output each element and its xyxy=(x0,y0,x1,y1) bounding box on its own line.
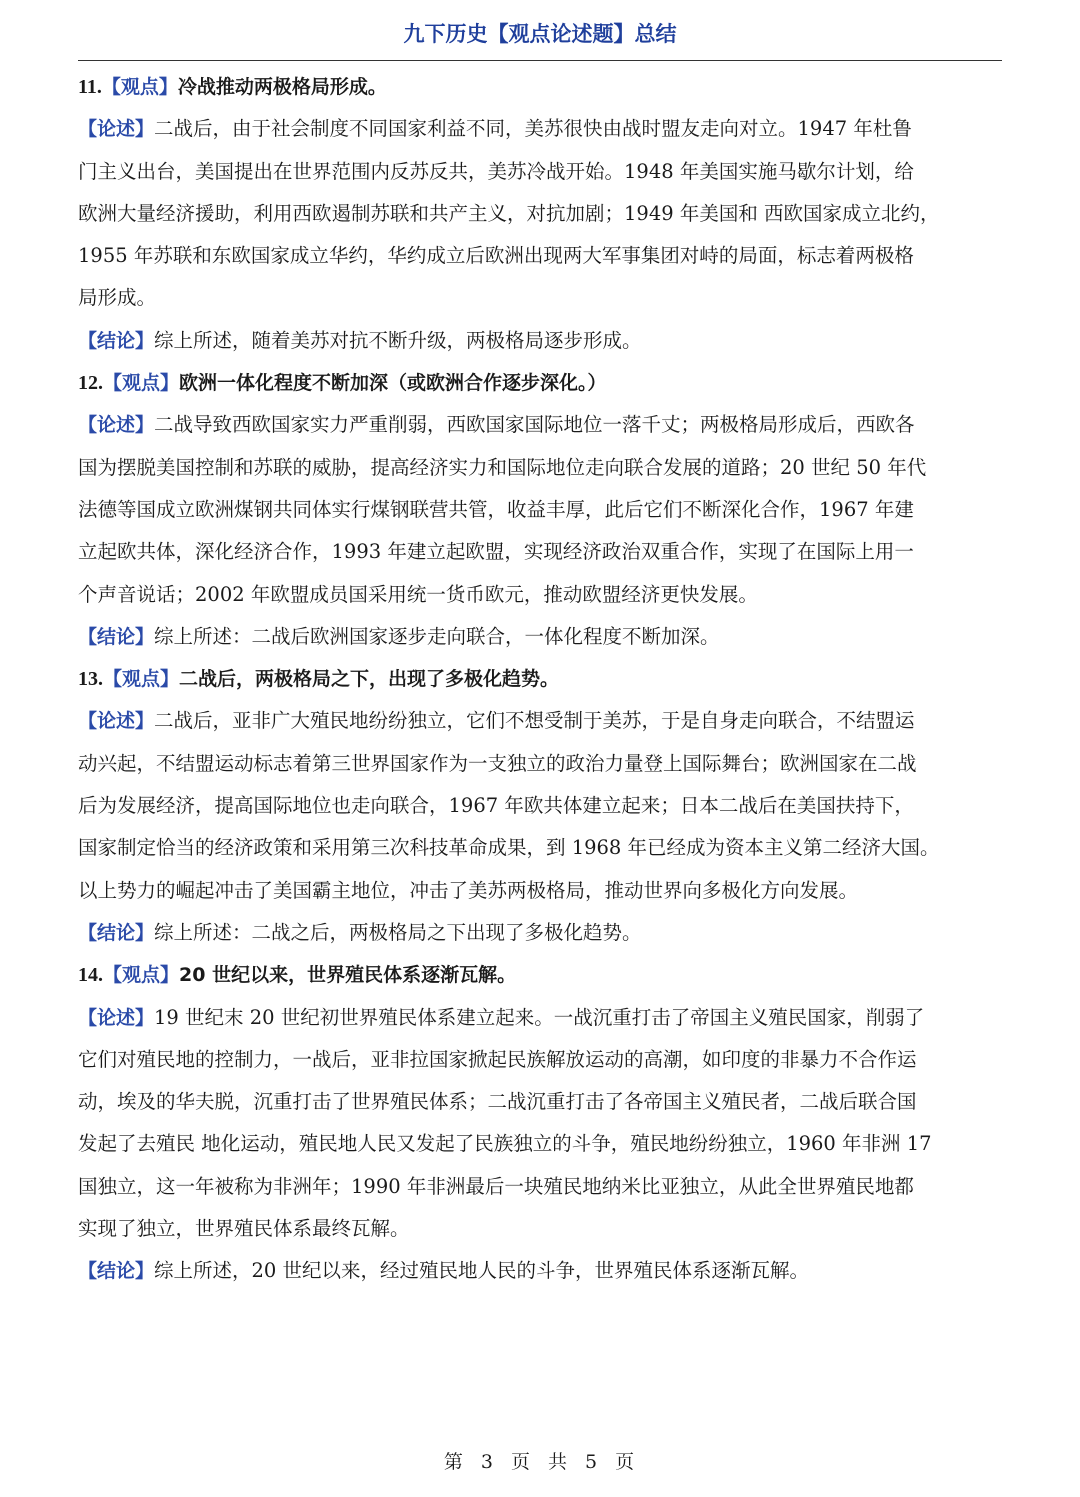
conclusion-line xyxy=(78,616,1004,658)
argument-line xyxy=(78,827,1004,869)
conclusion-tag: 【结论】 xyxy=(78,329,155,352)
argument-line xyxy=(78,404,1004,446)
viewpoint-text: 欧洲一体化程度不断加深（或欧洲合作逐步深化。） xyxy=(179,372,607,395)
section-number: 11. xyxy=(78,76,102,98)
argument-text: 发起了去殖民 地化运动，殖民地人民又发起了民族独立的斗争，殖民地纷纷独立，1960 年非洲 17 xyxy=(78,1132,932,1156)
argument-text: 后为发展经济，提高国际地位也走向联合，1967 年欧共体建立起来；日本二战后在美国扶持下， xyxy=(78,794,914,818)
argument-line xyxy=(78,277,1004,319)
conclusion-line xyxy=(78,1250,1004,1292)
argument-line xyxy=(78,489,1004,531)
viewpoint-tag: 【观点】 xyxy=(103,668,180,691)
viewpoint-text: 二战后，两极格局之下，出现了多极化趋势。 xyxy=(179,668,560,691)
argument-line xyxy=(78,1166,1004,1208)
conclusion-tag: 【结论】 xyxy=(78,1260,155,1283)
viewpoint-line xyxy=(78,362,1004,404)
conclusion-line xyxy=(78,912,1004,954)
argument-line xyxy=(78,235,1004,277)
conclusion-tag: 【结论】 xyxy=(78,625,155,648)
viewpoint-line xyxy=(78,658,1004,700)
argument-line xyxy=(78,1208,1004,1250)
argument-text: 它们对殖民地的控制力，一战后，亚非拉国家掀起民族解放运动的高潮，如印度的非暴力不合作运 xyxy=(78,1047,917,1071)
section-1 xyxy=(78,66,1004,362)
argument-tag: 【论述】 xyxy=(78,414,155,437)
argument-line xyxy=(78,743,1004,785)
argument-line xyxy=(78,531,1004,573)
viewpoint-tag: 【观点】 xyxy=(103,372,180,395)
argument-line xyxy=(78,574,1004,616)
argument-text: 以上势力的崛起冲击了美国霸主地位，冲击了美苏两极格局，推动世界向多极化方向发展。 xyxy=(78,878,859,902)
argument-line xyxy=(78,1123,1004,1165)
argument-text: 国家制定恰当的经济政策和采用第三次科技革命成果，到 1968 年已经成为资本主义第二经济大国。 xyxy=(78,836,940,860)
conclusion-text: 综上所述：二战之后，两极格局之下出现了多极化趋势。 xyxy=(154,920,642,944)
page-header-title: 九下历史【观点论述题】总结 xyxy=(403,22,677,46)
header-divider xyxy=(78,60,1002,61)
argument-text: 19 世纪末 20 世纪初世界殖民体系建立起来。一战沉重打击了帝国主义殖民国家，削弱了 xyxy=(154,1005,925,1029)
argument-tag: 【论述】 xyxy=(78,1006,155,1029)
argument-text: 法德等国成立欧洲煤钢共同体实行煤钢联营共管，收益丰厚，此后它们不断深化合作，1967 年建 xyxy=(78,497,914,521)
conclusion-tag: 【结论】 xyxy=(78,921,155,944)
viewpoint-text: 冷战推动两极格局形成。 xyxy=(177,76,387,98)
argument-text: 动，埃及的华夫脱，沉重打击了世界殖民体系；二战沉重打击了各帝国主义殖民者，二战后联合国 xyxy=(78,1090,917,1114)
argument-line xyxy=(78,1039,1004,1081)
section-number: 13. xyxy=(78,668,103,691)
viewpoint-line xyxy=(78,954,1004,996)
document-body xyxy=(78,66,1004,1293)
viewpoint-line xyxy=(78,66,1004,108)
argument-line xyxy=(78,785,1004,827)
argument-text: 个声音说话；2002 年欧盟成员国采用统一货币欧元，推动欧盟经济更快发展。 xyxy=(78,582,758,606)
argument-text: 动兴起，不结盟运动标志着第三世界国家作为一支独立的政治力量登上国际舞台；欧洲国家在二战 xyxy=(78,751,917,775)
section-number: 12. xyxy=(78,372,103,395)
argument-line xyxy=(78,193,1004,235)
conclusion-text: 综上所述，随着美苏对抗不断升级，两极格局逐步形成。 xyxy=(154,328,642,352)
argument-line xyxy=(78,108,1004,150)
argument-text: 二战后，亚非广大殖民地纷纷独立，它们不想受制于美苏，于是自身走向联合，不结盟运 xyxy=(154,709,915,733)
argument-line xyxy=(78,1081,1004,1123)
section-4 xyxy=(78,954,1004,1292)
argument-tag: 【论述】 xyxy=(78,710,155,733)
section-3 xyxy=(78,658,1004,954)
argument-line xyxy=(78,447,1004,489)
section-number: 14. xyxy=(78,964,103,987)
argument-line xyxy=(78,997,1004,1039)
argument-line xyxy=(78,870,1004,912)
argument-text: 欧洲大量经济援助，利用西欧遏制苏联和共产主义，对抗加剧；1949 年美国和 西欧国家成立北约， xyxy=(78,201,940,225)
argument-line xyxy=(78,700,1004,742)
conclusion-line xyxy=(78,320,1004,362)
argument-text: 实现了独立，世界殖民体系最终瓦解。 xyxy=(78,1217,410,1241)
argument-tag: 【论述】 xyxy=(78,118,155,141)
section-2 xyxy=(78,362,1004,658)
argument-line xyxy=(78,151,1004,193)
viewpoint-tag: 【观点】 xyxy=(101,76,178,98)
argument-text: 国独立，这一年被称为非洲年；1990 年非洲最后一块殖民地纳米比亚独立，从此全世界殖民地都 xyxy=(78,1174,914,1198)
argument-text: 门主义出台，美国提出在世界范围内反苏反共，美苏冷战开始。1948 年美国实施马歇尔计划，给 xyxy=(78,159,914,183)
conclusion-text: 综上所述，20 世纪以来，经过殖民地人民的斗争，世界殖民体系逐渐瓦解。 xyxy=(154,1259,810,1283)
argument-text: 二战导致西欧国家实力严重削弱，西欧国家国际地位一落千丈；两极格局形成后，西欧各 xyxy=(154,413,915,437)
viewpoint-text: 20 世纪以来，世界殖民体系逐渐瓦解。 xyxy=(179,964,517,987)
argument-text: 二战后，由于社会制度不同国家利益不同，美苏很快由战时盟友走向对立。1947 年杜鲁 xyxy=(154,117,912,141)
conclusion-text: 综上所述：二战后欧洲国家逐步走向联合，一体化程度不断加深。 xyxy=(154,624,720,648)
argument-text: 国为摆脱美国控制和苏联的威胁，提高经济实力和国际地位走向联合发展的道路；20 世纪 50 年代 xyxy=(78,455,927,479)
viewpoint-tag: 【观点】 xyxy=(103,964,180,987)
page-footer: 第 3 页 共 5 页 xyxy=(443,1451,637,1473)
argument-text: 1955 年苏联和东欧国家成立华约，华约成立后欧洲出现两大军事集团对峙的局面，标志着两极格 xyxy=(78,244,914,268)
argument-text: 局形成。 xyxy=(78,286,157,310)
argument-text: 立起欧共体，深化经济合作，1993 年建立起欧盟，实现经济政治双重合作，实现了在国际上用一 xyxy=(78,540,914,564)
